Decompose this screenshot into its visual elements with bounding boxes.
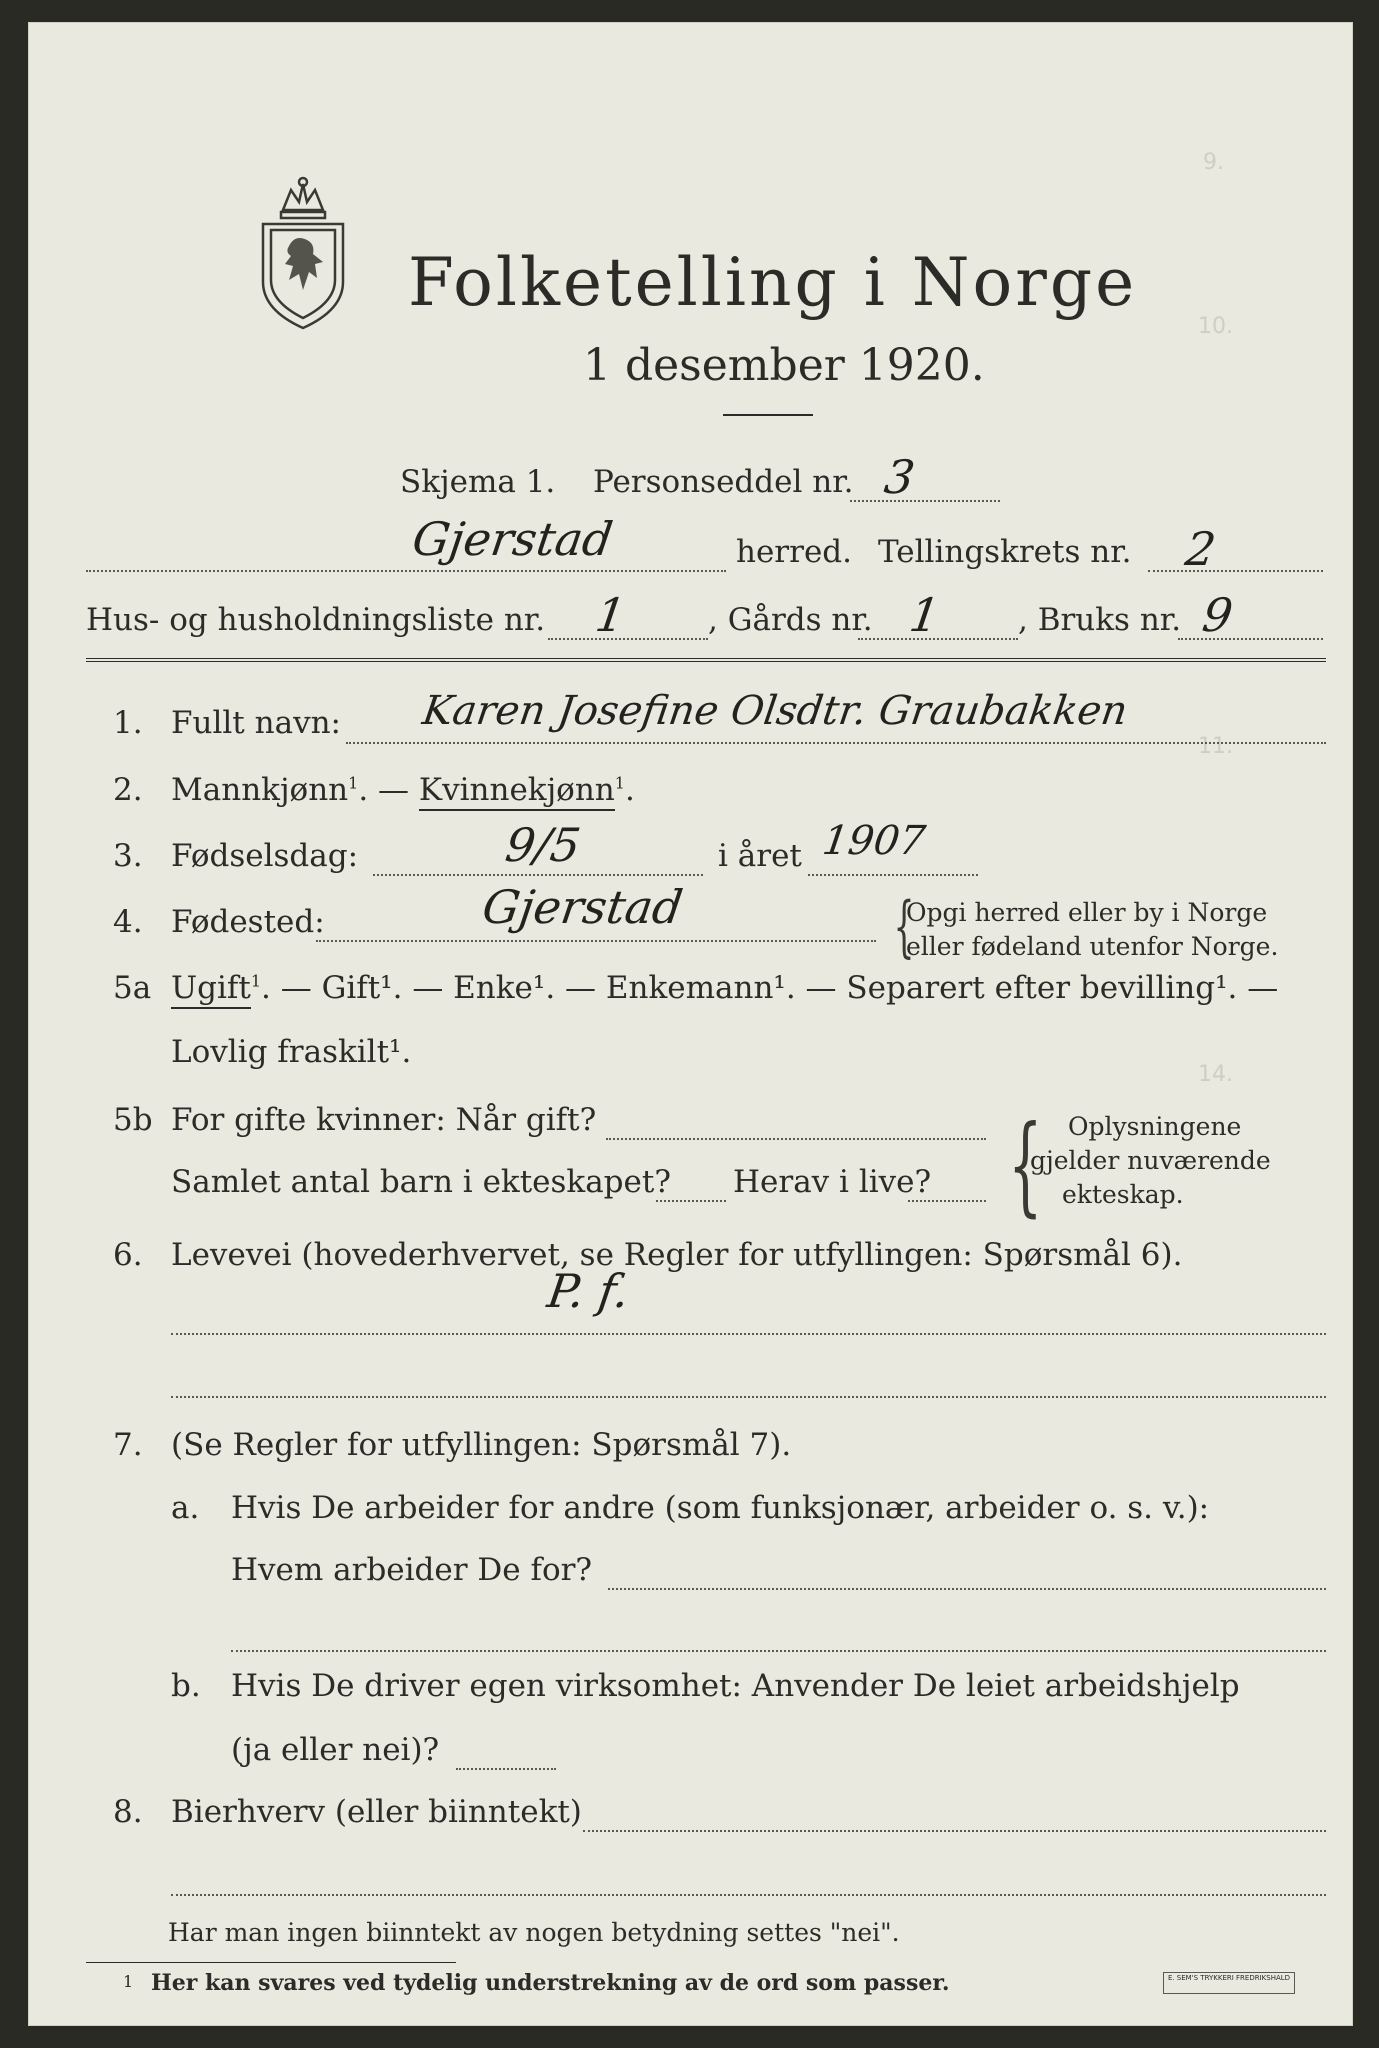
q6-line2	[171, 1396, 1326, 1398]
full-name-value[interactable]: Karen Josefine Olsdtr. Graubakken	[419, 688, 1131, 734]
footnote-rule	[86, 1962, 456, 1963]
q7-number: 7.	[113, 1427, 143, 1463]
q1-line	[346, 742, 1326, 744]
census-date: 1 desember 1920.	[583, 340, 985, 391]
q5a-number: 5a	[113, 970, 152, 1006]
herred-label: herred.	[736, 534, 852, 570]
q7a-line2	[231, 1650, 1326, 1652]
herred-line	[86, 570, 726, 572]
q7b-label2: (ja eller nei)?	[231, 1732, 440, 1768]
q7a-label2: Hvem arbeider De for?	[231, 1552, 593, 1588]
q5b-brace: {	[1008, 1103, 1043, 1228]
bruks-label: , Bruks nr.	[1018, 602, 1182, 638]
q5b-note-line1: Oplysningene	[1068, 1112, 1242, 1141]
q1-label: Fullt navn:	[171, 705, 341, 741]
q3-line	[373, 874, 703, 876]
q7a-number: a.	[171, 1490, 200, 1526]
q3-number: 3.	[113, 838, 143, 874]
census-form-page	[28, 22, 1353, 2026]
q3-year-label: i året	[718, 838, 802, 874]
header-rule	[86, 658, 1326, 662]
q4-label: Fødested:	[171, 904, 325, 940]
title-divider	[723, 414, 813, 416]
occupation-value[interactable]: P. f.	[544, 1264, 633, 1318]
bleed-through-text: 10.	[1198, 314, 1233, 339]
bruks-number[interactable]: 9	[1199, 588, 1237, 642]
q5b-label: For gifte kvinner: Når gift?	[171, 1102, 597, 1138]
option-mannkjonn[interactable]: Mannkjønn	[171, 772, 349, 808]
q6-line1	[171, 1333, 1326, 1335]
q5a-options: Ugift$^1$. — Gift¹. — Enke¹. — Enkemann¹. — Separert efter bevilling¹. —	[171, 970, 1278, 1006]
birth-day-value[interactable]: 9/5	[502, 818, 584, 872]
bleed-through-text: 11.	[1198, 734, 1233, 759]
gards-number[interactable]: 1	[906, 588, 944, 642]
q3-year-line	[808, 874, 978, 876]
q1-number: 1.	[113, 705, 143, 741]
gards-label: , Gårds nr.	[708, 602, 873, 638]
q4-line	[316, 940, 876, 942]
gards-line	[858, 638, 1018, 640]
no-income-note: Har man ingen biinntekt av nogen betydning settes "nei".	[168, 1918, 900, 1947]
q6-number: 6.	[113, 1237, 143, 1273]
husliste-number[interactable]: 1	[592, 588, 630, 642]
q5a-other-options: . — Gift¹. — Enke¹. — Enkemann¹. — Separert efter bevilling¹. —	[261, 970, 1279, 1006]
tellingskrets-number[interactable]: 2	[1182, 522, 1220, 576]
tellingskrets-label: Tellingskrets nr.	[878, 534, 1132, 570]
bleed-through-text: 9.	[1203, 150, 1224, 175]
q7a-line1	[608, 1588, 1326, 1590]
q5b-note-line2: gjelder nuværende	[1030, 1146, 1271, 1175]
q5b-barn-label: Samlet antal barn i ekteskapet?	[171, 1164, 671, 1200]
norway-coat-of-arms-icon	[243, 172, 363, 332]
q7b-line	[456, 1768, 556, 1770]
skjema-label: Skjema 1.	[400, 464, 556, 500]
option-kvinnekjonn-underlined[interactable]: Kvinnekjønn	[419, 772, 615, 811]
q5b-ilive-label: Herav i live?	[733, 1164, 932, 1200]
q4-note-line2: eller fødeland utenfor Norge.	[906, 932, 1279, 961]
footnote-text: Her kan svares ved tydelig understrekning av de ord som passer.	[151, 1970, 950, 1996]
husliste-label: Hus- og husholdningsliste nr.	[86, 602, 546, 638]
q3-label: Fødselsdag:	[171, 838, 359, 874]
form-title: Folketelling i Norge	[408, 244, 1138, 321]
q4-note-line1: Opgi herred eller by i Norge	[906, 898, 1268, 927]
birth-year-value[interactable]: 1907	[819, 818, 929, 864]
personseddel-line	[850, 500, 1000, 502]
birthplace-value[interactable]: Gjerstad	[479, 880, 686, 934]
q5a-line2: Lovlig fraskilt¹.	[171, 1034, 412, 1070]
q2-options: Mannkjønn$^1$. — Kvinnekjønn$^1$.	[171, 772, 635, 808]
printer-mark: E. SEM'S TRYKKERI FREDRIKSHALD	[1163, 1972, 1295, 1994]
q8-number: 8.	[113, 1794, 143, 1830]
q8-label: Bierhverv (eller biinntekt)	[171, 1794, 582, 1830]
personseddel-label: Personseddel nr.	[593, 464, 854, 500]
q7b-number: b.	[171, 1668, 201, 1704]
q7b-label: Hvis De driver egen virksomhet: Anvender De leiet arbeidshjelp	[231, 1668, 1240, 1704]
q5b-number: 5b	[113, 1102, 153, 1138]
q8-line1	[583, 1830, 1326, 1832]
q5b-barn-line	[656, 1200, 726, 1202]
q7-label: (Se Regler for utfyllingen: Spørsmål 7).	[171, 1427, 792, 1463]
q6-label: Levevei (hovederhvervet, se Regler for utfyllingen: Spørsmål 6).	[171, 1237, 1183, 1273]
q5b-line	[606, 1138, 986, 1140]
husliste-line	[548, 638, 708, 640]
bleed-through-text: 14.	[1198, 1062, 1233, 1087]
q7a-label: Hvis De arbeider for andre (som funksjonær, arbeider o. s. v.):	[231, 1490, 1210, 1526]
q4-brace: {	[893, 888, 915, 965]
q4-number: 4.	[113, 904, 143, 940]
personseddel-number[interactable]: 3	[881, 450, 919, 504]
footnote-marker: 1	[123, 1972, 134, 1991]
herred-value[interactable]: Gjerstad	[409, 512, 616, 566]
q2-number: 2.	[113, 772, 143, 808]
q8-line2	[171, 1894, 1326, 1896]
option-ugift-underlined[interactable]: Ugift	[171, 970, 251, 1009]
q5b-ilive-line	[908, 1200, 986, 1202]
q5b-note-line3: ekteskap.	[1062, 1180, 1184, 1209]
tellingskrets-line	[1148, 570, 1323, 572]
